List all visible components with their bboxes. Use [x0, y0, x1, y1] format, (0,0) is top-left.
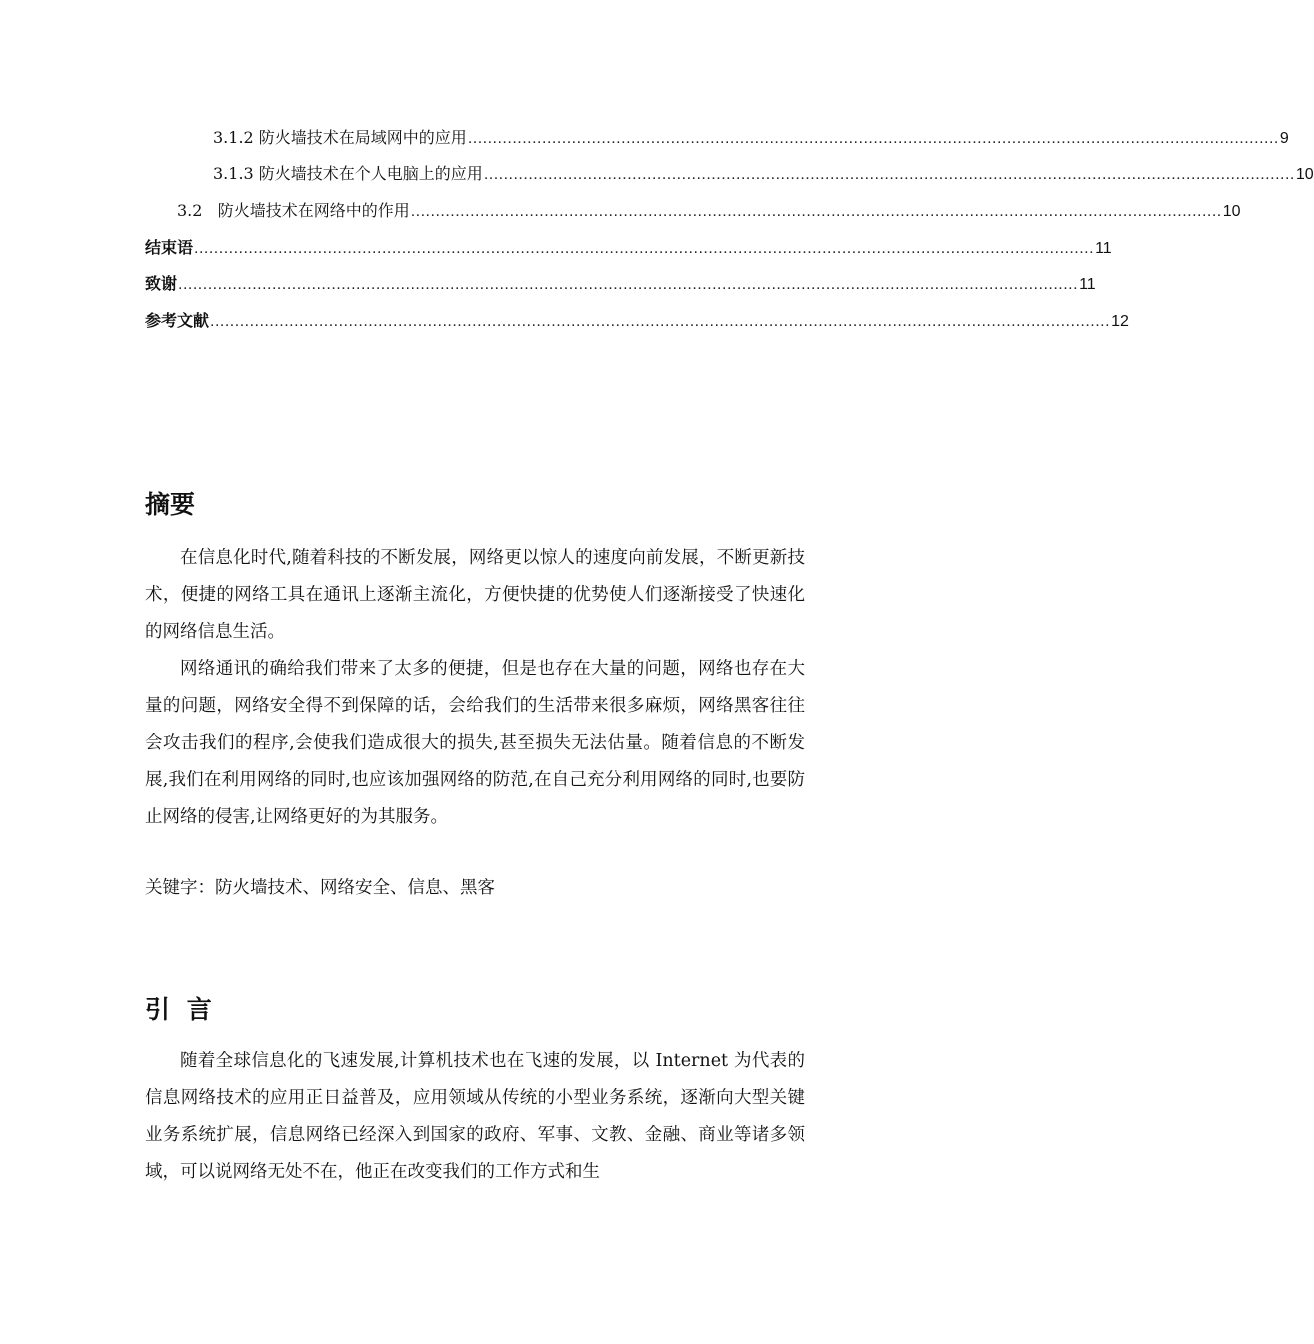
introduction-heading: 引 言 [145, 995, 216, 1024]
toc-entry[interactable] [177, 201, 1241, 222]
toc-entry-label: 致谢 [145, 274, 178, 293]
toc-page-number: 9 [1279, 130, 1289, 147]
abstract-paragraph: 在信息化时代,随着科技的不断发展，网络更以惊人的速度向前发展，不断更新技术，便捷的网络工具在通讯上逐渐主流化，方便快捷的优势使人们逐渐接受了快速化的网络信息生活。 [145, 548, 805, 642]
toc-entry[interactable] [145, 238, 1112, 259]
toc-page-number: 11 [1079, 276, 1096, 293]
toc-page-number: 12 [1111, 313, 1129, 330]
toc-entry-label: 3.1.3 防火墙技术在个人电脑上的应用 [213, 164, 483, 183]
toc-entry[interactable] [145, 311, 1129, 332]
abstract-body [145, 540, 805, 836]
toc-entry-label: 3.1.2 防火墙技术在局域网中的应用 [213, 128, 467, 147]
keywords-line: 关键字：防火墙技术、网络安全、信息、黑客 [145, 878, 495, 898]
toc-page-number: 11 [1095, 240, 1112, 257]
toc-page-number: 10 [1295, 166, 1314, 183]
toc-leader-dots: .................................................................................................................................................................... [467, 130, 1279, 147]
abstract-paragraph: 网络通讯的确给我们带来了太多的便捷，但是也存在大量的问题，网络也存在大量的问题，网络安全得不到保障的话，会给我们的生活带来很多麻烦，网络黑客往往会攻击我们的程序,会使我们造成很大的损失,甚至损失无法估量。随着信息的不断发展,我们在利用网络的同时,也应该加强网络的防范,在自己充分利用网络的同时,也要防止网络的侵害,让网络更好的为其服务。 [145, 659, 805, 827]
toc-entry-label: 参考文献 [145, 311, 210, 330]
toc-entry[interactable] [213, 164, 1314, 185]
toc-entry[interactable] [213, 128, 1289, 149]
toc-leader-dots: .................................................................................................................................................................... [410, 203, 1222, 220]
toc-leader-dots: ...................................................................................................................................................................................... [210, 313, 1111, 330]
introduction-body [145, 1043, 805, 1191]
toc-leader-dots: .................................................................................................................................................................... [483, 166, 1295, 183]
toc-leader-dots: ...................................................................................................................................................................................... [194, 240, 1095, 257]
toc-page-number: 10 [1222, 203, 1241, 220]
toc-entry-label: 3.2 防火墙技术在网络中的作用 [177, 201, 410, 220]
toc-entry[interactable] [145, 274, 1096, 295]
toc-entry-label: 结束语 [145, 238, 194, 257]
toc-leader-dots: ...................................................................................................................................................................................... [178, 276, 1079, 293]
abstract-heading: 摘要 [145, 490, 196, 519]
introduction-paragraph: 随着全球信息化的飞速发展,计算机技术也在飞速的发展，以 Internet 为代表的信息网络技术的应用正日益普及，应用领域从传统的小型业务系统，逐渐向大型关键业务系统扩展，信息网络已经深入到国家的政府、军事、文教、金融、商业等诸多领域，可以说网络无处不在，他正在改变我们的工作方式和生 [145, 1051, 805, 1182]
